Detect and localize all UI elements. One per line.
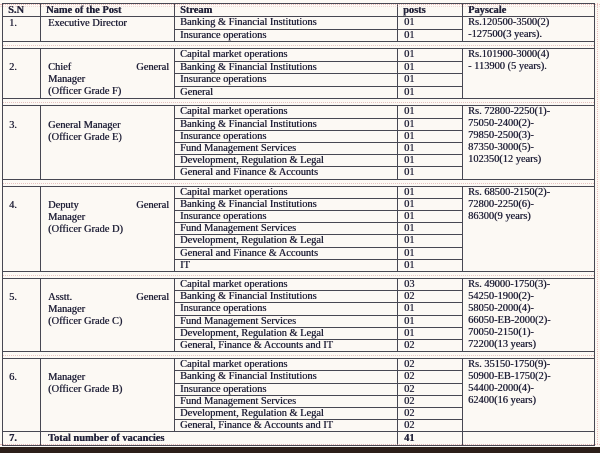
header-posts: posts xyxy=(398,4,463,17)
post-name-line: Manager xyxy=(48,304,85,316)
posts-count-cell: 01 xyxy=(398,61,463,74)
stream-cell: Insurance operations xyxy=(175,303,398,315)
post-name-cell xyxy=(41,279,175,352)
scan-dotted-line-bottom xyxy=(0,444,600,445)
payscale-line: Rs.120500-3500(2) xyxy=(468,17,550,29)
stream-cell: Capital market operations xyxy=(175,359,398,371)
payscale-line: 87350-3000(5)- xyxy=(468,142,534,154)
stream-cell: Capital market operations xyxy=(175,106,398,118)
posts-count-cell: 01 xyxy=(398,106,463,118)
payscale-line: 58050-2000(4)- xyxy=(468,303,534,315)
post-name-word: General xyxy=(136,199,169,211)
stream-cell: General, Finance & Accounts and IT xyxy=(175,420,398,432)
payscale-line: 50900-EB-1750(2)- xyxy=(468,371,551,383)
stream-cell: Banking & Financial Institutions xyxy=(175,371,398,383)
payscale-cell xyxy=(463,279,595,352)
group-separator-row xyxy=(3,42,595,49)
post-name-word: General xyxy=(136,292,169,304)
payscale-line: 70050-2150(1)- xyxy=(468,327,534,339)
scan-dotted-line-separator xyxy=(3,102,594,103)
group-separator-cell xyxy=(3,352,595,359)
vacancy-table-body xyxy=(3,17,595,446)
stream-cell: Banking & Financial Institutions xyxy=(175,61,398,74)
header-sn: S.N xyxy=(3,4,41,17)
post-name-cell xyxy=(41,49,175,99)
sn-cell: 6. xyxy=(3,359,41,432)
payscale-line: 75050-2400(2)- xyxy=(468,118,534,130)
posts-count-cell: 02 xyxy=(398,340,463,352)
posts-count-cell: 01 xyxy=(398,223,463,235)
stream-cell: General, Finance & Accounts and IT xyxy=(175,340,398,352)
stream-cell: General xyxy=(175,86,398,99)
post-name-word: General xyxy=(136,62,169,74)
payscale-cell xyxy=(463,186,595,271)
stream-cell: Insurance operations xyxy=(175,211,398,223)
post-name-cell xyxy=(41,17,175,42)
payscale-line: 62400(16 years) xyxy=(468,395,536,407)
scan-dotted-line-separator xyxy=(3,355,594,356)
posts-count-cell: 01 xyxy=(398,167,463,179)
post-name-line: (Officer Grade B) xyxy=(48,384,123,396)
payscale-cell xyxy=(463,359,595,432)
posts-count-cell: 01 xyxy=(398,17,463,30)
payscale-line: Rs. 35150-1750(9)- xyxy=(468,359,550,371)
group-separator-cell xyxy=(3,99,595,106)
sn-cell: 2. xyxy=(3,49,41,99)
stream-cell: Fund Management Services xyxy=(175,395,398,407)
posts-count-cell: 01 xyxy=(398,235,463,247)
total-sn-cell: 7. xyxy=(3,432,41,446)
posts-count-cell: 02 xyxy=(398,371,463,383)
posts-count-cell: 01 xyxy=(398,247,463,259)
post-name-word: Deputy xyxy=(48,199,79,211)
posts-count-cell: 03 xyxy=(398,279,463,291)
scan-edge-bar xyxy=(0,447,600,453)
payscale-line: Rs. 49000-1750(3)- xyxy=(468,279,550,291)
scanned-document-page xyxy=(0,3,600,453)
stream-cell: Insurance operations xyxy=(175,383,398,395)
scan-dotted-line-right xyxy=(597,3,598,444)
stream-cell: Fund Management Services xyxy=(175,315,398,327)
stream-row xyxy=(3,49,595,62)
group-separator-row xyxy=(3,99,595,106)
stream-cell: Banking & Financial Institutions xyxy=(175,198,398,210)
payscale-line: Rs. 68500-2150(2)- xyxy=(468,186,550,198)
total-count-cell: 41 xyxy=(398,432,463,446)
payscale-cell xyxy=(463,106,595,179)
post-name-cell xyxy=(41,186,175,271)
post-name-line: General Manager xyxy=(48,119,121,131)
posts-count-cell: 01 xyxy=(398,130,463,142)
payscale-line: 66050-EB-2000(2)- xyxy=(468,315,551,327)
payscale-line: Rs.101900-3000(4) xyxy=(468,49,550,61)
posts-count-cell: 01 xyxy=(398,118,463,130)
posts-count-cell: 02 xyxy=(398,291,463,303)
posts-count-cell: 02 xyxy=(398,383,463,395)
payscale-line: 54400-2000(4)- xyxy=(468,383,534,395)
stream-cell: Capital market operations xyxy=(175,279,398,291)
payscale-line: 79850-2500(3)- xyxy=(468,130,534,142)
header-stream: Stream xyxy=(175,4,398,17)
total-label-cell: Total number of vacancies xyxy=(41,432,398,446)
post-name-word: Asstt. xyxy=(48,292,72,304)
stream-cell: Development, Regulation & Legal xyxy=(175,155,398,167)
posts-count-cell: 01 xyxy=(398,186,463,198)
payscale-line: Rs. 72800-2250(1)- xyxy=(468,106,550,118)
posts-count-cell: 01 xyxy=(398,155,463,167)
stream-cell: General and Finance & Accounts xyxy=(175,247,398,259)
payscale-line: 86300(9 years) xyxy=(468,210,531,222)
payscale-line: - 113900 (5 years). xyxy=(468,61,547,73)
posts-count-cell: 02 xyxy=(398,420,463,432)
posts-count-cell: 01 xyxy=(398,143,463,155)
post-name-line xyxy=(48,200,169,212)
post-name-word: Chief xyxy=(48,62,72,74)
posts-count-cell: 02 xyxy=(398,408,463,420)
post-name-line: Manager xyxy=(48,372,85,384)
posts-count-cell: 02 xyxy=(398,359,463,371)
post-name-cell xyxy=(41,359,175,432)
post-name-line: Manager xyxy=(48,74,85,86)
stream-row xyxy=(3,17,595,30)
posts-count-cell: 01 xyxy=(398,327,463,339)
stream-cell: Banking & Financial Institutions xyxy=(175,291,398,303)
group-separator-cell xyxy=(3,179,595,186)
scan-dotted-line-top xyxy=(0,4,600,5)
payscale-cell xyxy=(463,17,595,42)
group-separator-row xyxy=(3,272,595,279)
stream-cell: Capital market operations xyxy=(175,49,398,62)
payscale-line: 54250-1900(2)- xyxy=(468,291,534,303)
posts-count-cell: 01 xyxy=(398,29,463,42)
payscale-line: 102350(12 years) xyxy=(468,154,542,166)
sn-cell: 5. xyxy=(3,279,41,352)
posts-count-cell: 01 xyxy=(398,198,463,210)
stream-cell: IT xyxy=(175,259,398,271)
posts-count-cell: 01 xyxy=(398,211,463,223)
sn-cell: 4. xyxy=(3,186,41,271)
post-name-line: Manager xyxy=(48,211,85,223)
stream-cell: Banking & Financial Institutions xyxy=(175,118,398,130)
posts-count-cell: 01 xyxy=(398,315,463,327)
sn-cell: 3. xyxy=(3,106,41,179)
scan-dotted-line-separator xyxy=(3,275,594,276)
posts-count-cell: 01 xyxy=(398,303,463,315)
post-name-line: (Officer Grade C) xyxy=(48,316,123,328)
scan-dotted-line-top-2 xyxy=(0,6,600,7)
stream-cell: Fund Management Services xyxy=(175,143,398,155)
posts-count-cell: 01 xyxy=(398,74,463,87)
stream-row xyxy=(3,106,595,118)
vacancy-table xyxy=(2,3,595,446)
group-separator-row xyxy=(3,179,595,186)
stream-cell: Fund Management Services xyxy=(175,223,398,235)
payscale-line: 72800-2250(6)- xyxy=(468,198,534,210)
header-payscale: Payscale xyxy=(463,4,595,17)
stream-cell: General and Finance & Accounts xyxy=(175,167,398,179)
group-separator-row xyxy=(3,352,595,359)
scan-dotted-line-separator xyxy=(3,183,594,184)
header-post-name: Name of the Post xyxy=(41,4,175,17)
stream-cell: Insurance operations xyxy=(175,74,398,87)
posts-count-cell: 01 xyxy=(398,259,463,271)
post-name-line: (Officer Grade D) xyxy=(48,223,123,235)
stream-cell: Development, Regulation & Legal xyxy=(175,327,398,339)
posts-count-cell: 01 xyxy=(398,86,463,99)
group-separator-cell xyxy=(3,272,595,279)
post-name-line: Executive Director xyxy=(48,18,127,30)
stream-row xyxy=(3,359,595,371)
post-name-cell xyxy=(41,106,175,179)
stream-cell: Development, Regulation & Legal xyxy=(175,408,398,420)
post-name-line: (Officer Grade F) xyxy=(48,86,122,98)
post-name-line xyxy=(48,292,169,304)
payscale-line: 72200(13 years) xyxy=(468,339,536,351)
stream-cell: Insurance operations xyxy=(175,130,398,142)
scan-dotted-line-separator xyxy=(3,45,594,46)
stream-cell: Insurance operations xyxy=(175,29,398,42)
posts-count-cell: 02 xyxy=(398,395,463,407)
payscale-cell xyxy=(463,49,595,99)
posts-count-cell: 01 xyxy=(398,49,463,62)
stream-cell: Banking & Financial Institutions xyxy=(175,17,398,30)
group-separator-cell xyxy=(3,42,595,49)
stream-cell: Development, Regulation & Legal xyxy=(175,235,398,247)
payscale-line: -127500(3 years). xyxy=(468,29,542,41)
post-name-line xyxy=(48,62,169,74)
stream-cell: Capital market operations xyxy=(175,186,398,198)
stream-row xyxy=(3,279,595,291)
stream-row xyxy=(3,186,595,198)
post-name-line: (Officer Grade E) xyxy=(48,131,122,143)
sn-cell: 1. xyxy=(3,17,41,42)
